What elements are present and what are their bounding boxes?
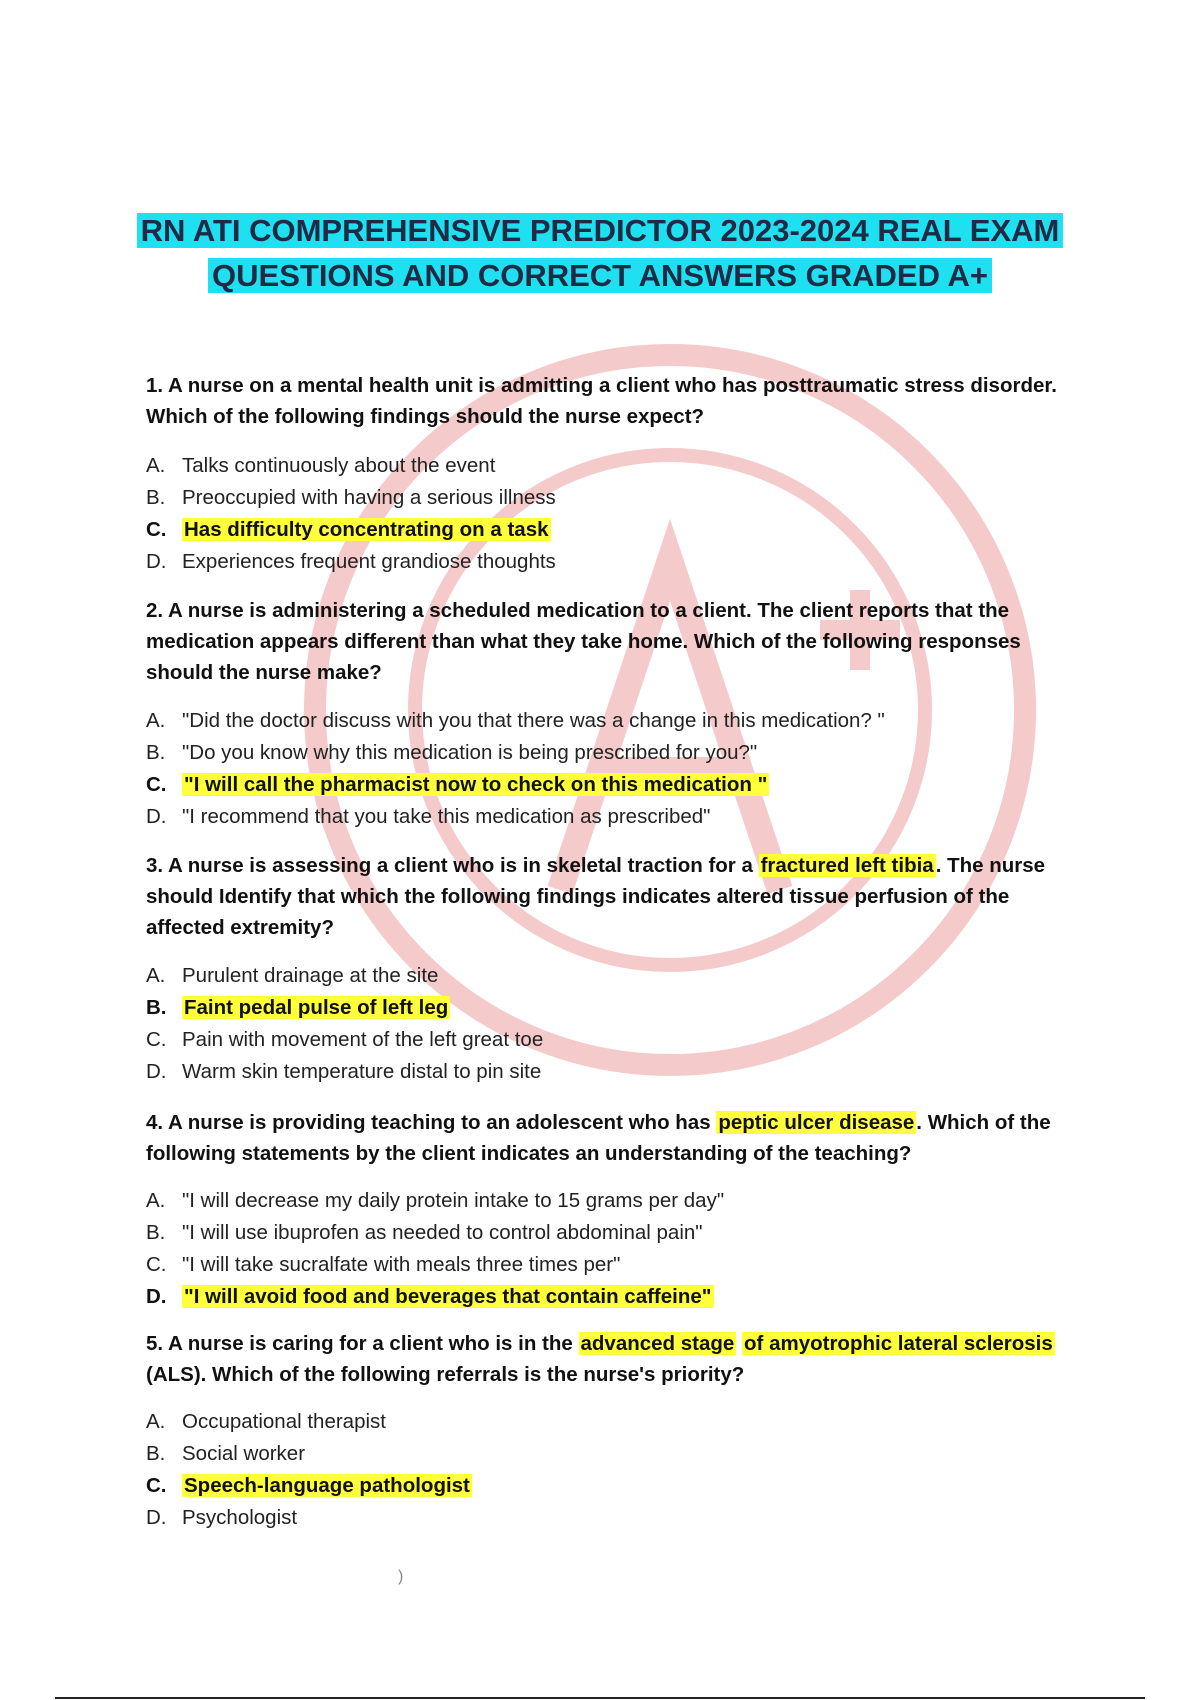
question-1-option-a: A. Talks continuously about the event xyxy=(146,454,496,477)
question-4-options xyxy=(146,1185,1086,1313)
question-1-option-d: D. Experiences frequent grandiose thoughts xyxy=(146,550,556,573)
question-2-prompt: 2. A nurse is administering a scheduled medication to a client. The client reports that the medication appears different than what they take home. Which of the following responses should the nurse make? xyxy=(146,599,1021,684)
keyword-highlight: of amyotrophic lateral sclerosis xyxy=(744,1332,1053,1355)
page-mark: ) xyxy=(398,1568,404,1585)
correct-answer-highlight: "I will avoid food and beverages that contain caffeine" xyxy=(184,1285,712,1308)
question-1-prompt: 1. A nurse on a mental health unit is admitting a client who has posttraumatic stress disorder. Which of the following findings should the nurse expect? xyxy=(146,374,1057,428)
question-2-option-d: D. "I recommend that you take this medication as prescribed" xyxy=(146,805,711,828)
question-5-option-c-correct: C. Speech-language pathologist xyxy=(146,1474,470,1497)
question-2-option-a: A. "Did the doctor discuss with you that there was a change in this medication? " xyxy=(146,709,885,732)
question-3-options xyxy=(146,960,1086,1088)
page-title xyxy=(100,208,1100,298)
question-3-option-c: C. Pain with movement of the left great toe xyxy=(146,1028,544,1051)
question-2-option-b: B. "Do you know why this medication is being prescribed for you?" xyxy=(146,741,758,764)
title-line-1: RN ATI COMPREHENSIVE PREDICTOR 2023-2024 REAL EXAM xyxy=(137,213,1064,248)
question-1-option-b: B. Preoccupied with having a serious illness xyxy=(146,486,556,509)
correct-answer-highlight: "I will call the pharmacist now to check on this medication " xyxy=(184,773,768,796)
question-5-option-b: B. Social worker xyxy=(146,1442,306,1465)
correct-answer-highlight: Faint pedal pulse of left leg xyxy=(184,996,449,1019)
question-4-option-d-correct: D. "I will avoid food and beverages that contain caffeine" xyxy=(146,1285,712,1308)
keyword-highlight: fractured left tibia xyxy=(760,854,934,877)
keyword-highlight: peptic ulcer disease xyxy=(718,1111,915,1134)
question-3-option-d: D. Warm skin temperature distal to pin site xyxy=(146,1060,542,1083)
question-1-option-c-correct: C. Has difficulty concentrating on a task xyxy=(146,518,549,541)
question-3-option-a: A. Purulent drainage at the site xyxy=(146,964,439,987)
question-3-prompt: 3. A nurse is assessing a client who is in skeletal traction for a fractured left tibia. The nurse should Identify that which the following findings indicates altered tissue perfusion of the affected extremity? xyxy=(146,854,1046,939)
question-4-option-c: C. "I will take sucralfate with meals three times per" xyxy=(146,1253,621,1276)
correct-answer-highlight: Speech-language pathologist xyxy=(184,1474,470,1497)
question-2-options xyxy=(146,705,1086,833)
question-3-option-b-correct: B. Faint pedal pulse of left leg xyxy=(146,996,449,1019)
correct-answer-highlight: Has difficulty concentrating on a task xyxy=(184,518,549,541)
question-4-option-b: B. "I will use ibuprofen as needed to control abdominal pain" xyxy=(146,1221,703,1244)
title-line-2: QUESTIONS AND CORRECT ANSWERS GRADED A+ xyxy=(208,258,992,293)
question-5-option-a: A. Occupational therapist xyxy=(146,1410,386,1433)
question-1-options xyxy=(146,450,1086,578)
question-5-option-d: D. Psychologist xyxy=(146,1506,298,1529)
keyword-highlight: advanced stage xyxy=(580,1332,735,1355)
question-4-prompt: 4. A nurse is providing teaching to an adolescent who has peptic ulcer disease. Which of the following statements by the client indicates an understanding of the teaching? xyxy=(146,1111,1051,1165)
question-4-option-a: A. "I will decrease my daily protein intake to 15 grams per day" xyxy=(146,1189,725,1212)
question-5-options xyxy=(146,1406,1086,1534)
question-2-option-c-correct: C. "I will call the pharmacist now to check on this medication " xyxy=(146,773,768,796)
question-5-prompt: 5. A nurse is caring for a client who is in the advanced stage of amyotrophic lateral sclerosis (ALS). Which of the following referrals is the nurse's priority? xyxy=(146,1332,1053,1386)
bottom-rule xyxy=(55,1697,1145,1699)
